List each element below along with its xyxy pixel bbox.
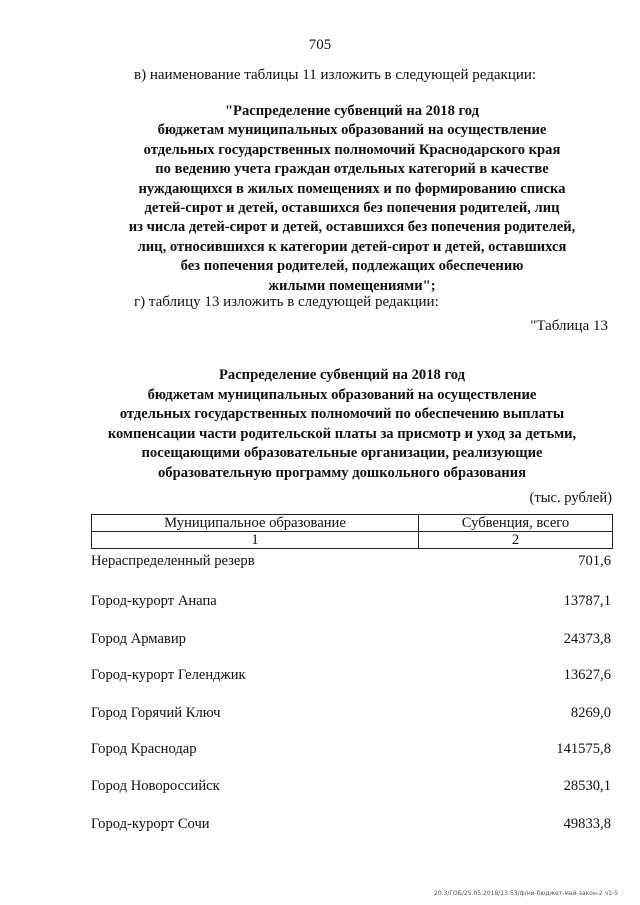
- title-line: компенсации части родительской платы за присмотр и уход за детьми,: [107, 425, 577, 442]
- title-line: по ведению учета граждан отдельных категорий в качестве: [155, 161, 549, 178]
- subvention-value: 8269,0: [570, 705, 611, 721]
- table-header: [91, 514, 613, 549]
- table-row: [91, 667, 613, 684]
- title-line: из числа детей-сирот и детей, оставшихся без попечения родителей,: [128, 219, 576, 236]
- title-line: детей-сирот и детей, оставшихся без попечения родителей, лиц: [144, 200, 560, 217]
- table-row: [91, 631, 613, 648]
- table-11-title: [92, 102, 612, 296]
- municipality-name: Город Новороссийск: [91, 778, 220, 794]
- municipality-name: Город Горячий Ключ: [91, 705, 221, 721]
- title-line: лиц, относившихся к категории детей-сирот и детей, оставшихся: [137, 238, 567, 255]
- title-line: бюджетам муниципальных образований на осуществление: [147, 386, 537, 403]
- title-line: образовательную программу дошкольного образования: [157, 464, 526, 481]
- title-line: без попечения родителей, подлежащих обеспечению: [180, 258, 524, 275]
- title-line: бюджетам муниципальных образований на осуществление: [157, 122, 547, 139]
- table-13-title: [82, 366, 602, 484]
- table-row: [91, 778, 613, 795]
- table-row: [91, 705, 613, 722]
- table-row: [91, 553, 613, 570]
- title-line: Распределение субвенций на 2018 год: [218, 367, 465, 383]
- subvention-value: 141575,8: [556, 741, 611, 757]
- table-row: [91, 816, 613, 833]
- title-line: жилыми помещениями";: [268, 277, 436, 294]
- column-header-subvention: Субвенция, всего: [419, 515, 613, 532]
- subvention-value: 13787,1: [563, 593, 611, 609]
- subvention-value: 701,6: [578, 553, 611, 569]
- municipality-name: Город-курорт Геленджик: [91, 667, 246, 683]
- paragraph-v: в) наименование таблицы 11 изложить в следующей редакции:: [134, 67, 537, 83]
- subvention-value: 24373,8: [563, 631, 611, 647]
- column-number-1: 1: [92, 532, 419, 549]
- column-header-municipality: Муниципальное образование: [92, 515, 419, 532]
- municipality-name: Город Краснодар: [91, 741, 197, 757]
- municipality-name: Город-курорт Сочи: [91, 816, 210, 832]
- units-label: (тыс. рублей): [529, 490, 612, 506]
- municipality-name: Нераспределенный резерв: [91, 553, 255, 569]
- subvention-value: 49833,8: [563, 816, 611, 832]
- title-line: посещающими образовательные организации, реализующие: [141, 445, 543, 462]
- subvention-value: 28530,1: [563, 778, 611, 794]
- title-line: отдельных государственных полномочий Краснодарского края: [143, 141, 561, 158]
- column-number-2: 2: [419, 532, 613, 549]
- table-row: [91, 741, 613, 758]
- municipality-name: Город-курорт Анапа: [91, 593, 217, 609]
- table-13-label: "Таблица 13: [530, 318, 608, 334]
- footer-code: 20.3/ГОБ/25.05.2018/13:53/ф/ни-бюджет-май-закон-2 ч1-5: [434, 890, 618, 897]
- page-number: 705: [308, 37, 332, 53]
- title-line: "Распределение субвенций на 2018 год: [224, 103, 480, 119]
- table-row: [91, 593, 613, 610]
- title-line: нуждающихся в жилых помещениях и по формированию списка: [138, 180, 566, 197]
- subvention-value: 13627,6: [563, 667, 611, 683]
- municipality-name: Город Армавир: [91, 631, 186, 647]
- paragraph-g: г) таблицу 13 изложить в следующей редакции:: [134, 294, 439, 310]
- title-line: отдельных государственных полномочий по обеспечению выплаты: [119, 406, 565, 423]
